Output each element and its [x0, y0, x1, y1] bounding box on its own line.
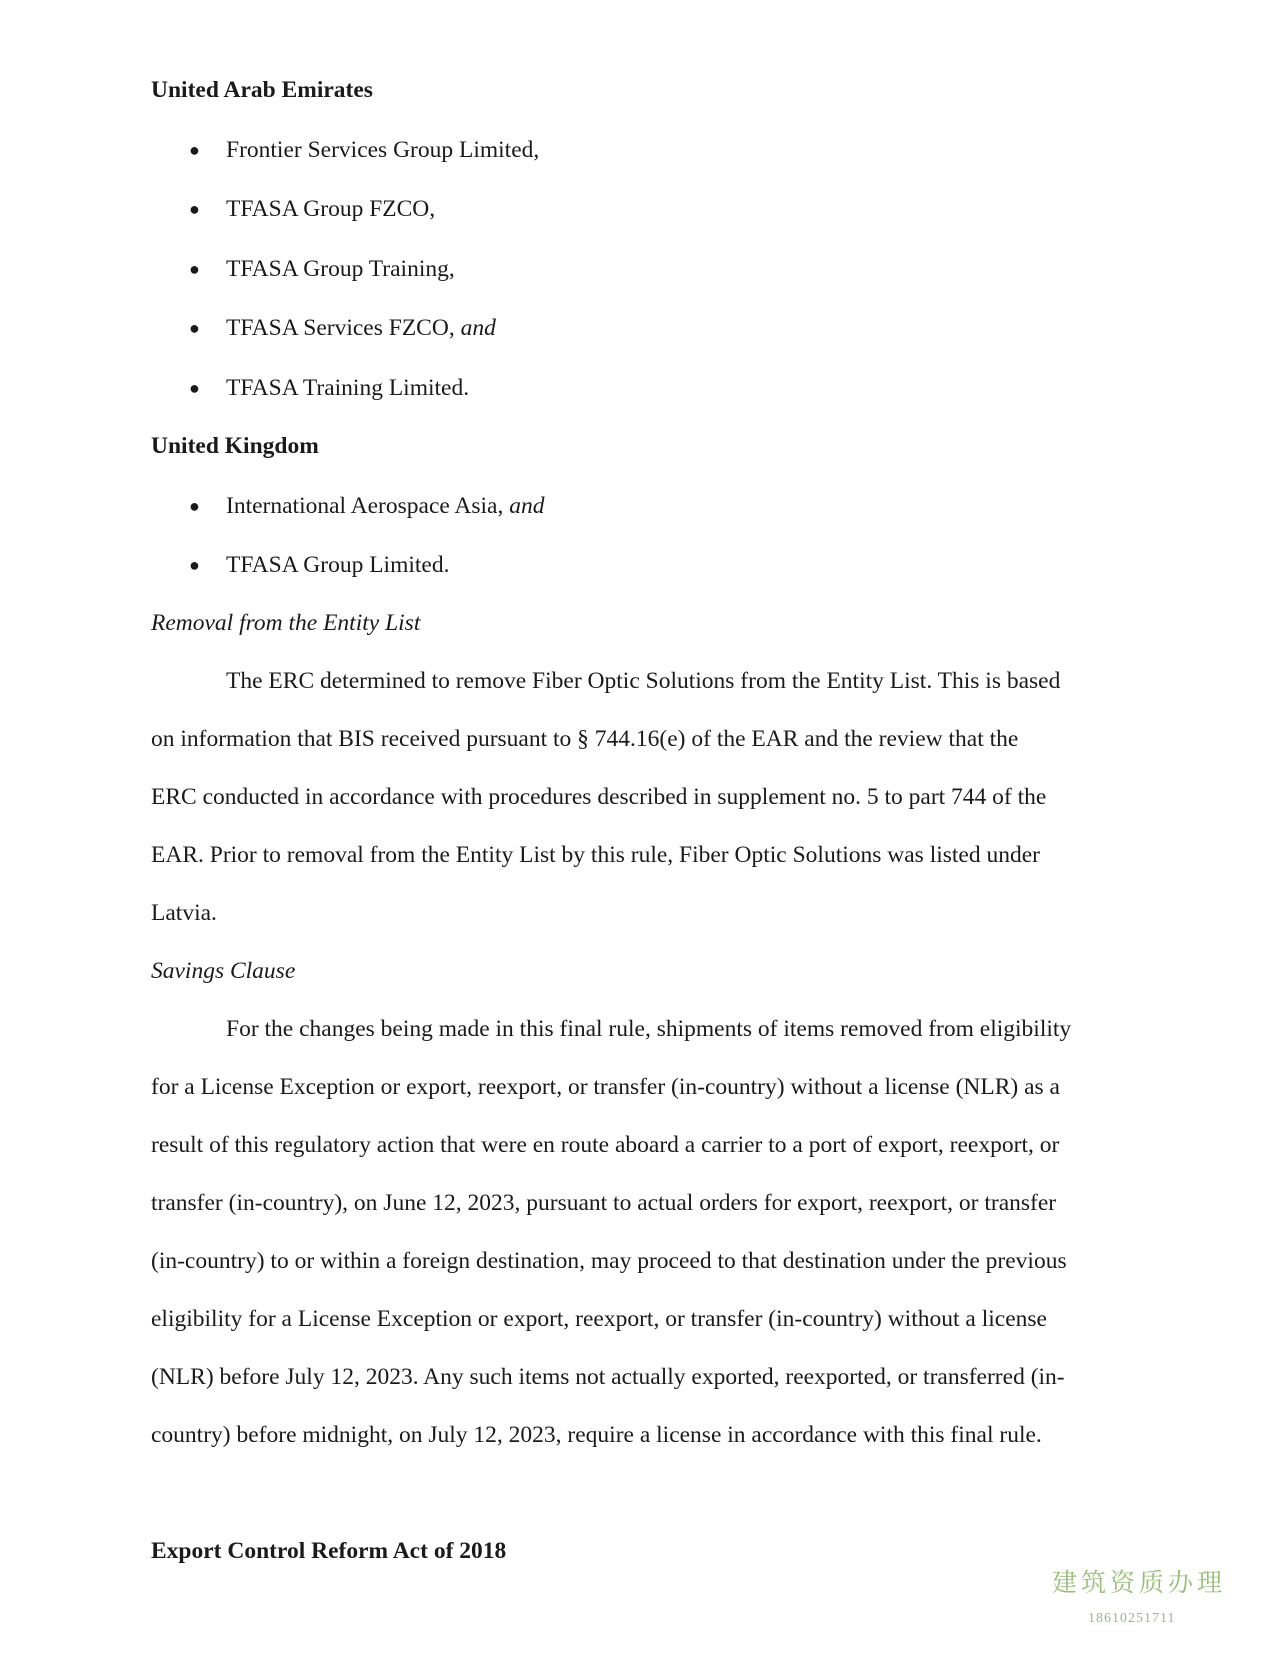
paragraph-line: The ERC determined to remove Fiber Optic Solutions from the Entity List. This is based [226, 668, 1061, 694]
list-item-text: TFASA Group FZCO, [226, 196, 436, 222]
paragraph-line: For the changes being made in this final rule, shipments of items removed from eligibility [226, 1016, 1072, 1042]
bullet-icon: ● [189, 140, 200, 160]
bullet-icon: ● [189, 318, 200, 338]
list-item [226, 313, 496, 343]
paragraph-line: EAR. Prior to removal from the Entity List by this rule, Fiber Optic Solutions was listed under [151, 842, 1040, 868]
bullet-icon: ● [189, 199, 200, 219]
paragraph-line: eligibility for a License Exception or export, reexport, or transfer (in-country) without a license [151, 1306, 1047, 1332]
list-item [226, 491, 544, 521]
heading-uk: United Kingdom [151, 433, 319, 459]
list-item-conjunction: and [460, 315, 496, 341]
list-item-text: TFASA Training Limited. [226, 375, 470, 401]
list-item [226, 135, 539, 165]
heading-uae: United Arab Emirates [151, 77, 373, 103]
list-item-conjunction: and [509, 493, 545, 519]
watermark-phone: 18610251711 [1088, 1611, 1176, 1626]
list-item-text: International Aerospace Asia, [226, 493, 510, 519]
paragraph-line: on information that BIS received pursuant to § 744.16(e) of the EAR and the review that the [151, 726, 1019, 752]
watermark-text: 建筑资质办理 [1052, 1568, 1227, 1597]
paragraph-line: country) before midnight, on July 12, 2023, require a license in accordance with this final rule. [151, 1422, 1042, 1448]
list-item [226, 194, 435, 224]
paragraph-line: result of this regulatory action that were en route aboard a carrier to a port of export, reexport, or [151, 1132, 1060, 1158]
list-item [226, 550, 449, 580]
bullet-icon: ● [189, 378, 200, 398]
list-item-text: TFASA Services FZCO, [226, 315, 461, 341]
list-item [226, 373, 469, 403]
paragraph-line: (in-country) to or within a foreign destination, may proceed to that destination under the previous [151, 1248, 1067, 1274]
list-item-text: TFASA Group Limited. [226, 552, 450, 578]
heading-removal: Removal from the Entity List [151, 610, 421, 636]
heading-ecra: Export Control Reform Act of 2018 [151, 1538, 507, 1564]
paragraph-line: (NLR) before July 12, 2023. Any such items not actually exported, reexported, or transferred (in- [151, 1364, 1065, 1390]
paragraph-line: for a License Exception or export, reexport, or transfer (in-country) without a license (NLR) as a [151, 1074, 1060, 1100]
list-item-text: Frontier Services Group Limited, [226, 137, 540, 163]
paragraph-line: transfer (in-country), on June 12, 2023, pursuant to actual orders for export, reexport, or transfer [151, 1190, 1057, 1216]
paragraph-line: ERC conducted in accordance with procedures described in supplement no. 5 to part 744 of the [151, 784, 1047, 810]
bullet-icon: ● [189, 259, 200, 279]
list-item-text: TFASA Group Training, [226, 256, 455, 282]
bullet-icon: ● [189, 555, 200, 575]
paragraph-line: Latvia. [151, 900, 217, 926]
heading-savings-clause: Savings Clause [151, 958, 296, 984]
bullet-icon: ● [189, 496, 200, 516]
list-item [226, 254, 455, 284]
